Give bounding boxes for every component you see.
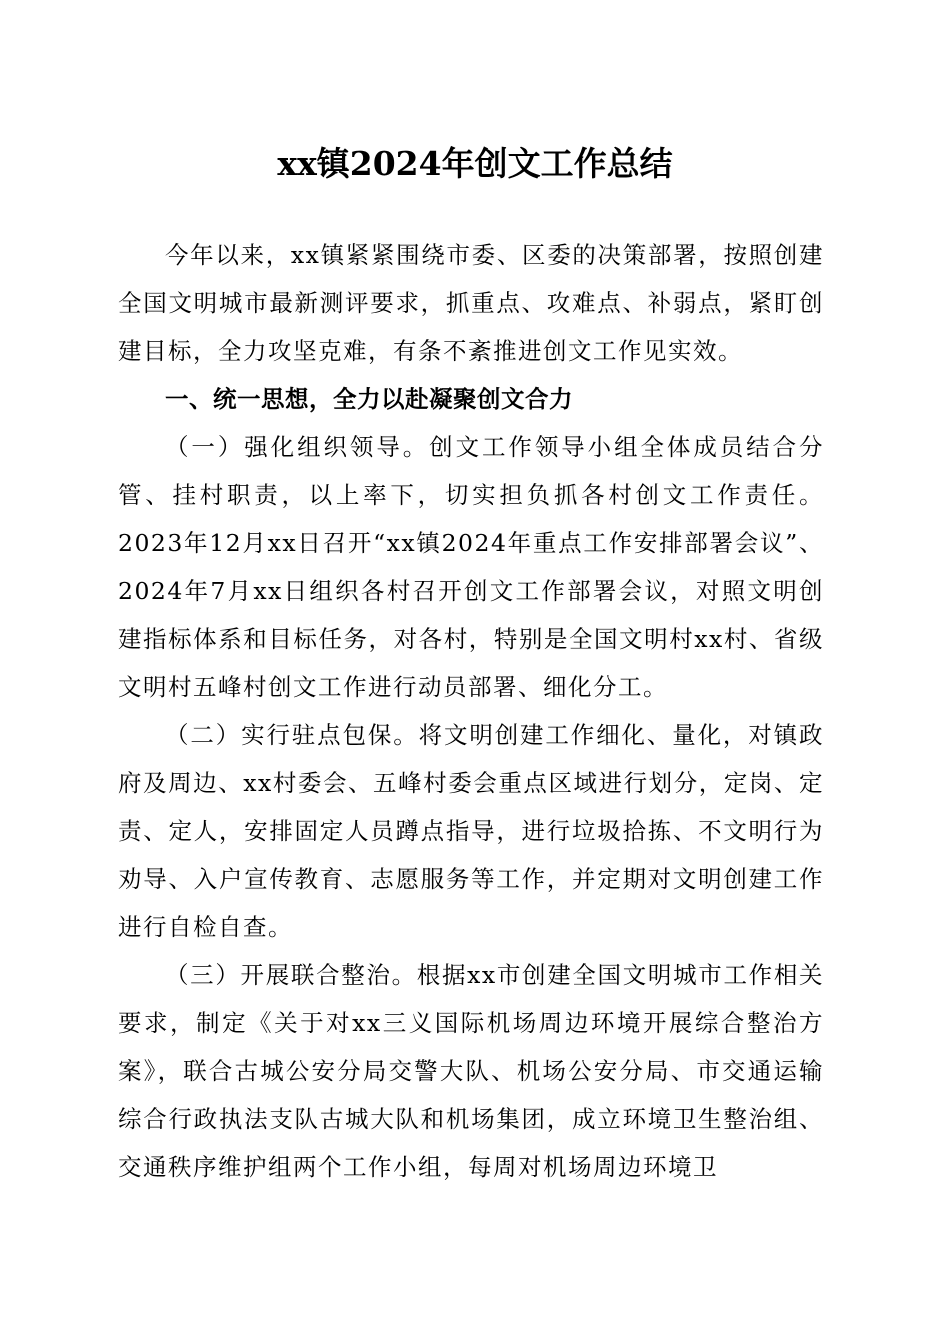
intro-paragraph: 今年以来，xx镇紧紧围绕市委、区委的决策部署，按照创建全国文明城市最新测评要求，抓重点、攻难点、补弱点，紧盯创建目标，全力攻坚克难，有条不紊推进创文工作见实效。 bbox=[118, 241, 824, 365]
item-3-text: 根据xx市创建全国文明城市工作相关要求，制定《关于对xx三义国际机场周边环境开展综合整治方案》，联合古城公安分局交警大队、机场公安分局、市交通运输综合行政执法支队古城大队和机场集团，成立环境卫生整治组、交通秩序维护组两个工作小组，每周对机场周边环境卫 bbox=[118, 961, 824, 1181]
paragraph-item-2 bbox=[118, 711, 824, 951]
item-2-text: 将文明创建工作细化、量化，对镇政府及周边、xx村委会、五峰村委会重点区域进行划分，定岗、定责、定人，安排固定人员蹲点指导，进行垃圾拾拣、不文明行为劝导、入户宣传教育、志愿服务等工作，并定期对文明创建工作进行自检自查。 bbox=[118, 721, 825, 941]
section-heading: 一、统一思想，全力以赴凝聚创文合力 bbox=[165, 385, 573, 413]
paragraph-item-1 bbox=[118, 423, 824, 711]
document-body bbox=[118, 231, 824, 1191]
paragraph-item-3 bbox=[118, 951, 824, 1191]
item-3-lead: （三）开展联合整治。 bbox=[165, 961, 417, 989]
item-2-lead: （二）实行驻点包保。 bbox=[165, 721, 419, 749]
item-1-text: 创文工作领导小组全体成员结合分管、挂村职责，以上率下，切实担负抓各村创文工作责任。2023年12月xx日召开“xx镇2024年重点工作安排部署会议”、2024年7月xx日组织各村召开创文工作部署会议，对照文明创建指标体系和目标任务，对各村，特别是全国文明村xx村、省级文明村五峰村创文工作进行动员部署、细化分工。 bbox=[118, 433, 825, 701]
document-title: xx镇2024年创文工作总结 bbox=[277, 144, 673, 183]
item-1-lead: （一）强化组织领导。 bbox=[165, 433, 430, 461]
